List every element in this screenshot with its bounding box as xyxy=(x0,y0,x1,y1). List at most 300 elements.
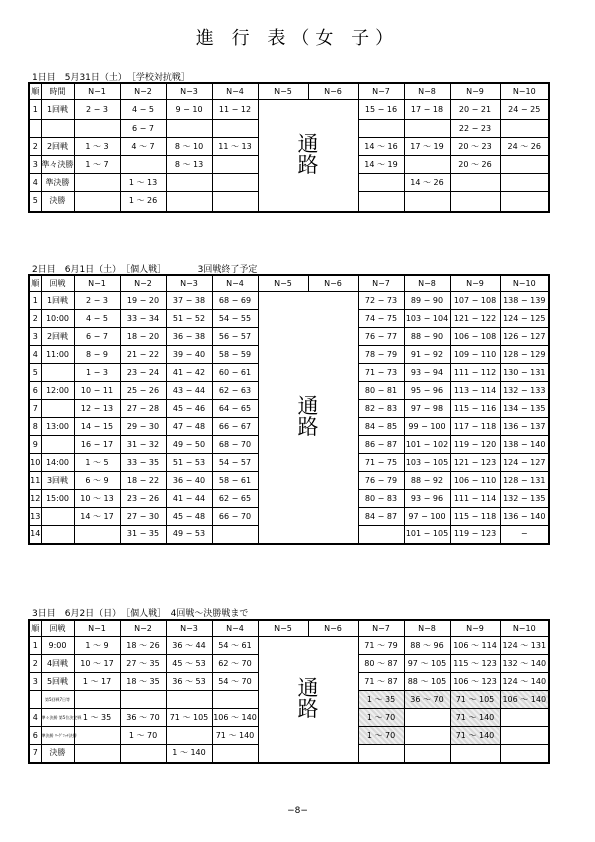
match-cell: 51 − 53 xyxy=(166,454,212,472)
column-header: N−7 xyxy=(358,83,404,100)
match-cell: 36 − 40 xyxy=(166,472,212,490)
match-cell: 45 − 46 xyxy=(166,400,212,418)
match-cell: 93 − 96 xyxy=(404,490,450,508)
match-cell: 78 − 79 xyxy=(358,346,404,364)
match-cell: 1 ～ 70 xyxy=(358,727,404,745)
row-order-cell: 13 xyxy=(29,508,41,526)
column-header: N−9 xyxy=(450,275,500,292)
match-cell: 97 ～ 105 xyxy=(404,655,450,673)
match-cell: 49 − 53 xyxy=(166,526,212,544)
match-cell: 47 − 48 xyxy=(166,418,212,436)
match-cell: 20 ～ 23 xyxy=(450,138,500,156)
header-row xyxy=(29,620,549,637)
column-header: N−6 xyxy=(308,620,358,637)
match-cell: 80 − 81 xyxy=(358,382,404,400)
header-row xyxy=(29,83,549,100)
row-order-cell: 4 xyxy=(29,346,41,364)
match-cell: 132 ～ 140 xyxy=(500,655,549,673)
match-cell: 99 − 100 xyxy=(404,418,450,436)
row-label-cell xyxy=(41,436,74,454)
match-cell: 109 − 110 xyxy=(450,346,500,364)
row-label-cell: 3回戦 xyxy=(41,472,74,490)
table-row xyxy=(29,100,549,120)
match-cell: 31 − 35 xyxy=(120,526,166,544)
match-cell: 130 − 131 xyxy=(500,364,549,382)
match-cell: 86 − 87 xyxy=(358,436,404,454)
match-cell xyxy=(404,709,450,727)
match-cell xyxy=(500,727,549,745)
match-cell: 76 − 79 xyxy=(358,472,404,490)
match-cell: 66 − 70 xyxy=(212,508,258,526)
match-cell: 74 − 75 xyxy=(358,310,404,328)
match-cell: 24 − 25 xyxy=(500,100,549,120)
row-label-cell: 14:00 xyxy=(41,454,74,472)
match-cell: 101 − 105 xyxy=(404,526,450,544)
column-header: 順 xyxy=(29,275,41,292)
match-cell: 54 − 55 xyxy=(212,310,258,328)
match-cell: 14 ～ 26 xyxy=(404,174,450,192)
column-header: N−8 xyxy=(404,83,450,100)
row-label-cell: 第5回戦7日等 xyxy=(41,691,74,709)
match-cell: 71 ～ 87 xyxy=(358,673,404,691)
row-order-cell: 9 xyxy=(29,436,41,454)
corridor-char: 通 xyxy=(297,676,319,701)
match-cell: − xyxy=(500,526,549,544)
row-label-cell: 準々決勝 xyxy=(41,156,74,174)
corridor-char: 通 xyxy=(297,132,319,157)
match-cell xyxy=(358,120,404,138)
match-cell: 126 − 127 xyxy=(500,328,549,346)
day1-table xyxy=(28,82,550,213)
match-cell: 33 − 35 xyxy=(120,454,166,472)
match-cell: 36 ～ 70 xyxy=(120,709,166,727)
match-cell: 6 ～ 9 xyxy=(74,472,120,490)
match-cell: 15 − 16 xyxy=(358,100,404,120)
match-cell xyxy=(74,174,120,192)
match-cell: 27 − 30 xyxy=(120,508,166,526)
match-cell: 80 − 83 xyxy=(358,490,404,508)
match-cell xyxy=(74,691,120,709)
match-cell: 1 ～ 5 xyxy=(74,454,120,472)
match-cell: 2 − 3 xyxy=(74,292,120,310)
match-cell: 14 − 15 xyxy=(74,418,120,436)
match-cell xyxy=(166,727,212,745)
match-cell: 84 − 87 xyxy=(358,508,404,526)
match-cell: 71 − 73 xyxy=(358,364,404,382)
match-cell xyxy=(450,174,500,192)
column-header: N−9 xyxy=(450,620,500,637)
match-cell: 136 − 137 xyxy=(500,418,549,436)
match-cell: 115 ～ 123 xyxy=(450,655,500,673)
match-cell xyxy=(212,691,258,709)
match-cell: 8 − 9 xyxy=(74,346,120,364)
row-order-cell: 3 xyxy=(29,328,41,346)
column-header: N−10 xyxy=(500,620,549,637)
row-label-cell xyxy=(41,400,74,418)
column-header: N−7 xyxy=(358,275,404,292)
match-cell: 36 ～ 44 xyxy=(166,637,212,655)
day2-header: 2日目 6月1日（土） ［個人戦］ 3回戦終了予定 xyxy=(32,265,258,275)
row-label-cell: 決勝 xyxy=(41,192,74,212)
match-cell: 136 − 140 xyxy=(500,508,549,526)
match-cell: 56 − 57 xyxy=(212,328,258,346)
match-cell: 17 ～ 19 xyxy=(404,138,450,156)
match-cell xyxy=(500,192,549,212)
column-header: N−6 xyxy=(308,275,358,292)
column-header: N−3 xyxy=(166,275,212,292)
match-cell: 68 − 69 xyxy=(212,292,258,310)
row-order-cell: 1 xyxy=(29,100,41,120)
row-label-cell xyxy=(41,526,74,544)
match-cell xyxy=(74,526,120,544)
row-order-cell: 6 xyxy=(29,727,41,745)
corridor-char: 路 xyxy=(297,415,319,440)
match-cell xyxy=(450,745,500,763)
match-cell: 10 − 11 xyxy=(74,382,120,400)
match-cell: 124 − 125 xyxy=(500,310,549,328)
match-cell: 71 ～ 140 xyxy=(450,727,500,745)
match-cell: 43 − 44 xyxy=(166,382,212,400)
match-cell: 22 − 23 xyxy=(450,120,500,138)
match-cell: 124 ～ 131 xyxy=(500,637,549,655)
match-cell: 45 ～ 53 xyxy=(166,655,212,673)
row-label-cell: 9:00 xyxy=(41,637,74,655)
match-cell: 64 − 65 xyxy=(212,400,258,418)
row-label-cell: 11:00 xyxy=(41,346,74,364)
column-header: 回戦 xyxy=(41,620,74,637)
column-header: N−10 xyxy=(500,275,549,292)
match-cell: 103 − 104 xyxy=(404,310,450,328)
match-cell: 1 ～ 70 xyxy=(358,709,404,727)
row-label-cell: 2回戦 xyxy=(41,328,74,346)
match-cell xyxy=(358,192,404,212)
column-header: N−4 xyxy=(212,83,258,100)
column-header: N−1 xyxy=(74,275,120,292)
match-cell: 18 − 20 xyxy=(120,328,166,346)
match-cell xyxy=(120,156,166,174)
row-label-cell: 1回戦 xyxy=(41,292,74,310)
row-order-cell xyxy=(29,691,41,709)
row-label-cell xyxy=(41,120,74,138)
row-label-cell: 1回戦 xyxy=(41,100,74,120)
row-order-cell: 8 xyxy=(29,418,41,436)
match-cell: 124 − 127 xyxy=(500,454,549,472)
match-cell: 12 − 13 xyxy=(74,400,120,418)
match-cell: 8 ～ 10 xyxy=(166,138,212,156)
match-cell: 71 ～ 140 xyxy=(450,709,500,727)
column-header: 回戦 xyxy=(41,275,74,292)
day3-header: 3日目 6月2日（日） ［個人戦］ 4回戦～決勝戦まで xyxy=(32,609,249,619)
match-cell xyxy=(120,691,166,709)
column-header: N−6 xyxy=(308,83,358,100)
match-cell: 33 − 34 xyxy=(120,310,166,328)
match-cell: 84 − 85 xyxy=(358,418,404,436)
match-cell: 4 ～ 7 xyxy=(120,138,166,156)
column-header: N−3 xyxy=(166,83,212,100)
match-cell: 117 − 118 xyxy=(450,418,500,436)
row-label-cell: 10:00 xyxy=(41,310,74,328)
match-cell xyxy=(212,174,258,192)
match-cell: 103 − 105 xyxy=(404,454,450,472)
match-cell: 113 − 114 xyxy=(450,382,500,400)
match-cell: 41 − 42 xyxy=(166,364,212,382)
match-cell: 23 − 26 xyxy=(120,490,166,508)
corridor-cell xyxy=(258,100,358,212)
match-cell xyxy=(450,192,500,212)
match-cell xyxy=(404,745,450,763)
match-cell: 106 − 108 xyxy=(450,328,500,346)
match-cell: 111 − 112 xyxy=(450,364,500,382)
row-label-cell xyxy=(41,364,74,382)
match-cell: 119 − 123 xyxy=(450,526,500,544)
match-cell: 58 − 59 xyxy=(212,346,258,364)
match-cell xyxy=(358,174,404,192)
table-row xyxy=(29,637,549,655)
match-cell xyxy=(404,156,450,174)
match-cell: 20 − 21 xyxy=(450,100,500,120)
match-cell: 29 − 30 xyxy=(120,418,166,436)
match-cell xyxy=(212,156,258,174)
match-cell: 119 − 120 xyxy=(450,436,500,454)
match-cell: 17 − 18 xyxy=(404,100,450,120)
match-cell: 88 ～ 96 xyxy=(404,637,450,655)
match-cell xyxy=(74,120,120,138)
match-cell: 6 − 7 xyxy=(120,120,166,138)
match-cell: 16 − 17 xyxy=(74,436,120,454)
row-order-cell: 6 xyxy=(29,382,41,400)
match-cell: 1 ～ 26 xyxy=(120,192,166,212)
match-cell: 62 − 63 xyxy=(212,382,258,400)
match-cell xyxy=(500,120,549,138)
column-header: N−8 xyxy=(404,275,450,292)
day1-header: 1日目 5月31日（土） ［学校対抗戦］ xyxy=(32,73,190,83)
row-order-cell: 10 xyxy=(29,454,41,472)
match-cell: 76 − 77 xyxy=(358,328,404,346)
row-order-cell: 11 xyxy=(29,472,41,490)
match-cell: 1 ～ 17 xyxy=(74,673,120,691)
match-cell: 25 − 26 xyxy=(120,382,166,400)
match-cell xyxy=(212,526,258,544)
row-order-cell: 2 xyxy=(29,138,41,156)
match-cell: 23 − 24 xyxy=(120,364,166,382)
row-label-cell: 2回戦 xyxy=(41,138,74,156)
match-cell: 45 − 48 xyxy=(166,508,212,526)
page-title: 進 行 表（女 子） xyxy=(195,28,400,49)
row-order-cell xyxy=(29,120,41,138)
match-cell: 6 − 7 xyxy=(74,328,120,346)
match-cell xyxy=(404,192,450,212)
match-cell: 106 ～ 140 xyxy=(500,691,549,709)
match-cell xyxy=(404,120,450,138)
row-order-cell: 4 xyxy=(29,174,41,192)
column-header: N−2 xyxy=(120,620,166,637)
match-cell: 11 − 12 xyxy=(212,100,258,120)
match-cell: 58 − 61 xyxy=(212,472,258,490)
match-cell: 2 − 3 xyxy=(74,100,120,120)
match-cell: 9 − 10 xyxy=(166,100,212,120)
match-cell: 72 − 73 xyxy=(358,292,404,310)
row-label-cell: 準決勝 ﾘｰｸﾞﾏｯﾁ決勝 xyxy=(41,727,74,745)
match-cell: 36 ～ 53 xyxy=(166,673,212,691)
match-cell: 4 − 5 xyxy=(120,100,166,120)
row-label-cell: 4回戦 xyxy=(41,655,74,673)
match-cell: 10 ～ 13 xyxy=(74,490,120,508)
match-cell: 101 − 102 xyxy=(404,436,450,454)
match-cell: 24 ～ 26 xyxy=(500,138,549,156)
corridor-char: 路 xyxy=(297,153,319,178)
match-cell: 21 − 22 xyxy=(120,346,166,364)
match-cell: 115 − 116 xyxy=(450,400,500,418)
match-cell: 27 ～ 35 xyxy=(120,655,166,673)
match-cell: 71 − 75 xyxy=(358,454,404,472)
row-label-cell: 準決勝 xyxy=(41,174,74,192)
match-cell: 18 − 22 xyxy=(120,472,166,490)
row-order-cell: 3 xyxy=(29,156,41,174)
match-cell: 39 − 40 xyxy=(166,346,212,364)
match-cell: 71 ～ 105 xyxy=(450,691,500,709)
match-cell xyxy=(74,727,120,745)
match-cell: 1 ～ 3 xyxy=(74,138,120,156)
match-cell: 88 − 92 xyxy=(404,472,450,490)
match-cell: 51 − 52 xyxy=(166,310,212,328)
match-cell: 8 ～ 13 xyxy=(166,156,212,174)
corridor-cell xyxy=(258,292,358,544)
match-cell: 62 ～ 70 xyxy=(212,655,258,673)
row-order-cell: 12 xyxy=(29,490,41,508)
match-cell: 19 − 20 xyxy=(120,292,166,310)
match-cell: 49 − 50 xyxy=(166,436,212,454)
match-cell: 62 − 65 xyxy=(212,490,258,508)
match-cell xyxy=(404,727,450,745)
match-cell: 111 − 114 xyxy=(450,490,500,508)
corridor-char: 通 xyxy=(297,394,319,419)
match-cell: 71 ～ 140 xyxy=(212,727,258,745)
match-cell: 31 − 32 xyxy=(120,436,166,454)
row-order-cell: 5 xyxy=(29,364,41,382)
match-cell: 106 ～ 114 xyxy=(450,637,500,655)
match-cell xyxy=(166,120,212,138)
column-header: N−5 xyxy=(258,275,308,292)
row-label-cell: 準々決勝 第5位決定戦 xyxy=(41,709,74,727)
match-cell: 36 − 38 xyxy=(166,328,212,346)
match-cell: 128 − 129 xyxy=(500,346,549,364)
match-cell xyxy=(212,192,258,212)
match-cell: 18 ～ 26 xyxy=(120,637,166,655)
match-cell: 1 ～ 9 xyxy=(74,637,120,655)
row-order-cell: 3 xyxy=(29,673,41,691)
row-order-cell: 5 xyxy=(29,192,41,212)
match-cell: 132 − 135 xyxy=(500,490,549,508)
match-cell: 132 − 133 xyxy=(500,382,549,400)
match-cell: 36 ～ 70 xyxy=(404,691,450,709)
match-cell xyxy=(358,745,404,763)
row-label-cell: 5回戦 xyxy=(41,673,74,691)
match-cell: 106 − 110 xyxy=(450,472,500,490)
match-cell: 97 − 98 xyxy=(404,400,450,418)
match-cell: 128 − 131 xyxy=(500,472,549,490)
column-header: N−9 xyxy=(450,83,500,100)
column-header: N−2 xyxy=(120,275,166,292)
match-cell: 80 ～ 87 xyxy=(358,655,404,673)
row-label-cell xyxy=(41,508,74,526)
match-cell: 88 − 90 xyxy=(404,328,450,346)
column-header: N−8 xyxy=(404,620,450,637)
column-header: N−7 xyxy=(358,620,404,637)
match-cell: 95 − 96 xyxy=(404,382,450,400)
match-cell: 1 ～ 70 xyxy=(120,727,166,745)
match-cell: 18 ～ 35 xyxy=(120,673,166,691)
match-cell: 1 ～ 140 xyxy=(166,745,212,763)
match-cell: 27 − 28 xyxy=(120,400,166,418)
column-header: 時間 xyxy=(41,83,74,100)
match-cell xyxy=(500,709,549,727)
match-cell: 37 − 38 xyxy=(166,292,212,310)
row-label-cell: 15:00 xyxy=(41,490,74,508)
match-cell: 88 ～ 105 xyxy=(404,673,450,691)
match-cell: 82 − 83 xyxy=(358,400,404,418)
match-cell: 4 − 5 xyxy=(74,310,120,328)
row-order-cell: 2 xyxy=(29,655,41,673)
header-row xyxy=(29,275,549,292)
column-header: N−5 xyxy=(258,620,308,637)
match-cell xyxy=(500,745,549,763)
column-header: 順 xyxy=(29,620,41,637)
column-header: N−3 xyxy=(166,620,212,637)
row-order-cell: 7 xyxy=(29,745,41,763)
column-header: N−1 xyxy=(74,620,120,637)
column-header: N−1 xyxy=(74,83,120,100)
row-label-cell: 13:00 xyxy=(41,418,74,436)
match-cell: 14 ～ 16 xyxy=(358,138,404,156)
page-number: −8− xyxy=(287,806,308,816)
match-cell: 97 − 100 xyxy=(404,508,450,526)
match-cell xyxy=(358,526,404,544)
match-cell: 89 − 90 xyxy=(404,292,450,310)
match-cell: 54 ～ 61 xyxy=(212,637,258,655)
match-cell: 121 − 122 xyxy=(450,310,500,328)
match-cell: 1 ～ 35 xyxy=(74,709,120,727)
match-cell xyxy=(500,174,549,192)
match-cell: 71 ～ 79 xyxy=(358,637,404,655)
column-header: 順 xyxy=(29,83,41,100)
corridor-cell xyxy=(258,637,358,763)
match-cell: 1 ～ 7 xyxy=(74,156,120,174)
match-cell: 121 − 123 xyxy=(450,454,500,472)
match-cell xyxy=(212,745,258,763)
row-order-cell: 2 xyxy=(29,310,41,328)
match-cell: 138 − 139 xyxy=(500,292,549,310)
match-cell: 91 − 92 xyxy=(404,346,450,364)
match-cell: 106 ～ 123 xyxy=(450,673,500,691)
day3-table xyxy=(28,619,550,764)
table-row xyxy=(29,292,549,310)
match-cell: 68 − 70 xyxy=(212,436,258,454)
column-header: N−4 xyxy=(212,275,258,292)
match-cell: 138 − 140 xyxy=(500,436,549,454)
match-cell xyxy=(74,745,120,763)
row-order-cell: 7 xyxy=(29,400,41,418)
match-cell: 60 − 61 xyxy=(212,364,258,382)
match-cell: 14 ～ 19 xyxy=(358,156,404,174)
column-header: N−5 xyxy=(258,83,308,100)
column-header: N−2 xyxy=(120,83,166,100)
match-cell xyxy=(500,156,549,174)
match-cell: 71 ～ 105 xyxy=(166,709,212,727)
match-cell xyxy=(166,691,212,709)
match-cell: 14 ～ 17 xyxy=(74,508,120,526)
column-header: N−4 xyxy=(212,620,258,637)
match-cell: 93 − 94 xyxy=(404,364,450,382)
